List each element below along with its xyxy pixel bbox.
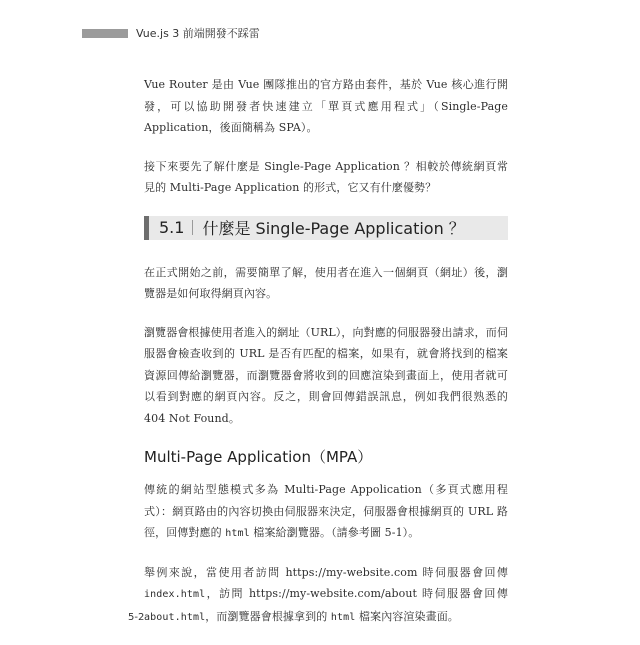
page-number: 5-2 (128, 612, 145, 623)
section-paragraph-1: 在正式開始之前，需要簡單了解，使用者在進入一個網頁（網址）後，瀏覽器是如何取得網頁內容。 (144, 265, 508, 300)
header-decoration-bar (82, 29, 128, 38)
section-heading-accent (144, 216, 149, 240)
section-paragraph-2: 瀏覽器會根據使用者進入的網址（URL），向對應的伺服器發出請求，而伺服器會檢查收到的 URL 是否有匹配的檔案，如果有，就會將找到的檔案資源回傳給瀏覽器，而瀏覽器會將收到的回應渲染到畫面上，使用者就可以看到對應的網頁內容。反之，則會回傳錯誤訊息，例如我們很熟悉的 404 Not Found。 (144, 325, 508, 425)
mpa-p1-text-a: 傳統的網站型態模式多為 Multi-Page Appolication（多頁式應用程式）：網頁路由的內容切換由伺服器來決定，伺服器會根據網頁的 URL 路徑，回傳對應的 (144, 483, 508, 539)
section-heading (144, 216, 508, 240)
page-body (144, 74, 508, 645)
inline-code-html: html (225, 528, 250, 539)
mpa-p2-text-b: ，訪問 https://my-website.com/about 時伺服器會回傳 (205, 587, 508, 600)
section-heading-divider (192, 220, 193, 235)
inline-code-index-html: index.html (144, 589, 206, 600)
section-number: 5.1 (159, 218, 185, 237)
mpa-p1-text-b: 檔案給瀏覽器。（請參考圖 5-1）。 (249, 526, 420, 539)
running-header-title: Vue.js 3 前端開發不踩雷 (136, 27, 260, 40)
inline-code-html-2: html (330, 611, 356, 623)
mpa-p2-text-a: 舉例來說，當使用者訪問 https://my-website.com 時伺服器會回傳 (144, 565, 508, 579)
inline-code-about-html: about.html (144, 611, 206, 623)
mpa-p2-text-d: 檔案內容渲染畫面。 (355, 609, 459, 623)
intro-paragraph-2: 接下來要先了解什麼是 Single-Page Application ？相較於傳統網頁常見的 Multi-Page Application 的形式，它又有什麼優勢？ (144, 159, 508, 194)
mpa-paragraph-2 (144, 562, 508, 629)
section-title: 什麼是 Single-Page Application ？ (202, 219, 465, 238)
subsection-heading-mpa: Multi-Page Application（MPA） (144, 448, 373, 466)
mpa-paragraph-1 (144, 479, 508, 545)
intro-paragraph-1: Vue Router 是由 Vue 團隊推出的官方路由套件，基於 Vue 核心進行開發，可以協助開發者快速建立「單頁式應用程式」（Single-Page Application，後面簡稱為 SPA）。 (144, 78, 508, 134)
mpa-p2-text-c: ，而瀏覽器會根據拿到的 (205, 609, 331, 623)
